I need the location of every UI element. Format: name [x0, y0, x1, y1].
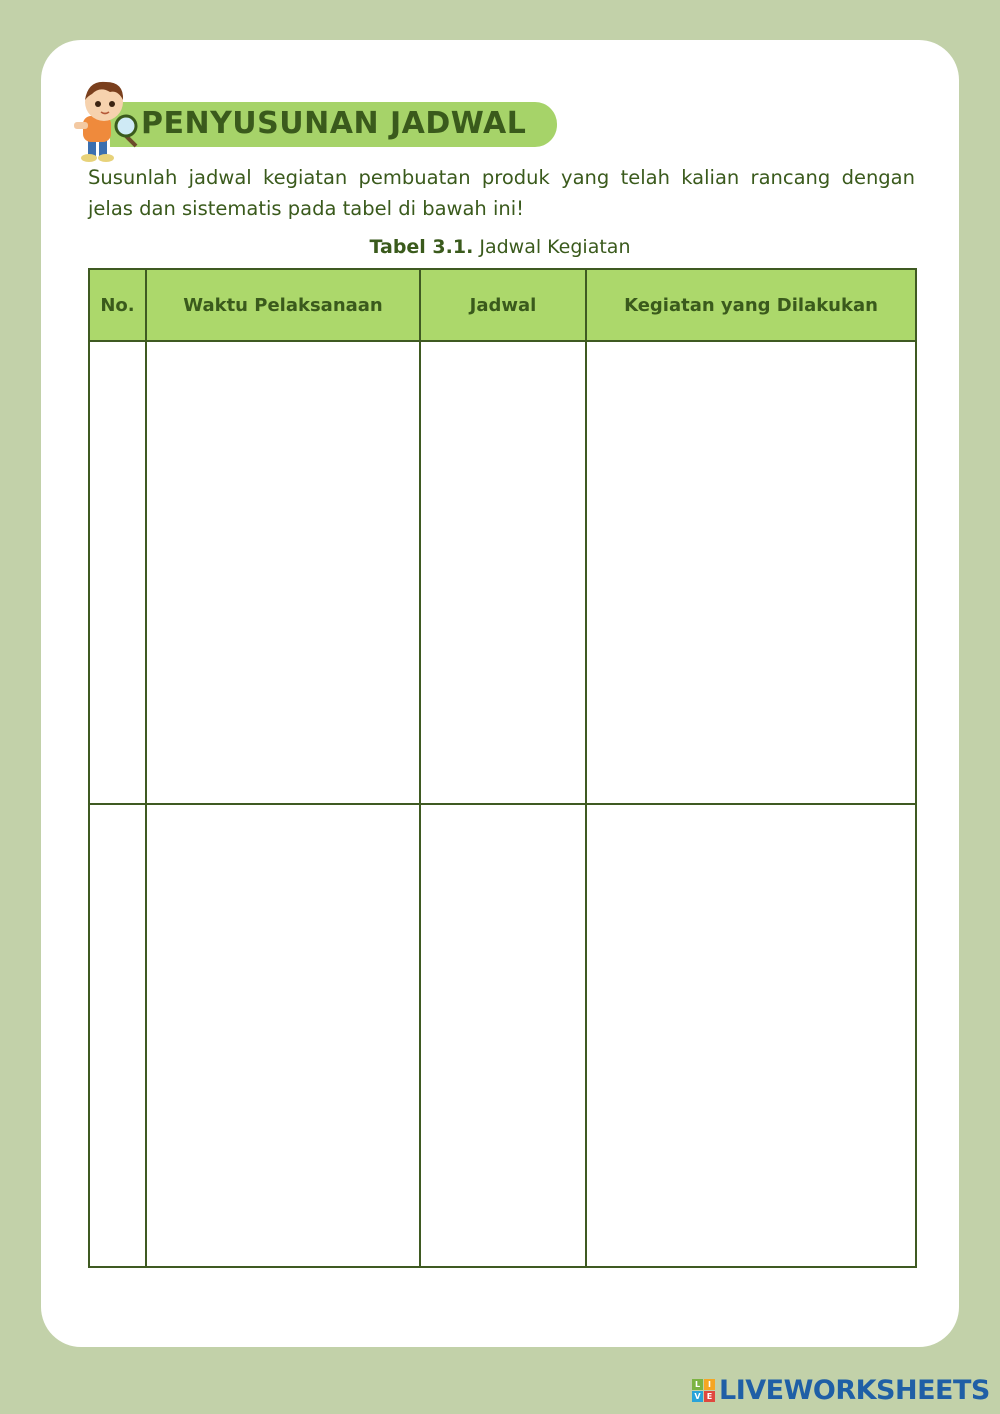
- table-row: [89, 341, 916, 804]
- column-header-no: No.: [89, 269, 146, 341]
- cell-no[interactable]: [89, 804, 146, 1267]
- cell-waktu[interactable]: [146, 804, 420, 1267]
- liveworksheets-logo: [692, 1374, 990, 1406]
- column-header-jadwal: Jadwal: [420, 269, 586, 341]
- column-header-waktu: Waktu Pelaksanaan: [146, 269, 420, 341]
- cell-no[interactable]: [89, 341, 146, 804]
- cell-waktu[interactable]: [146, 341, 420, 804]
- instruction-text: Susunlah jadwal kegiatan pembuatan produk yang telah kalian rancang dengan jelas dan sistematis pada tabel di bawah ini!: [88, 166, 915, 220]
- cell-jadwal[interactable]: [420, 341, 586, 804]
- cell-kegiatan[interactable]: [586, 341, 916, 804]
- caption-label: Tabel 3.1.: [369, 236, 474, 258]
- schedule-table: [88, 268, 917, 1268]
- brand-letter: I: [704, 1379, 715, 1390]
- table-header-row: [89, 269, 916, 341]
- cell-kegiatan[interactable]: [586, 804, 916, 1267]
- table-row: [89, 804, 916, 1267]
- caption-text: Jadwal Kegiatan: [479, 236, 631, 258]
- boy-with-magnifier-icon: [66, 78, 146, 164]
- page-title: PENYUSUNAN JADWAL: [141, 106, 527, 141]
- cell-jadwal[interactable]: [420, 804, 586, 1267]
- brand-letter: V: [692, 1391, 703, 1402]
- brand-grid-icon: [692, 1379, 715, 1402]
- table-caption: [0, 233, 1000, 261]
- brand-letter: E: [704, 1391, 715, 1402]
- column-header-kegiatan: Kegiatan yang Dilakukan: [586, 269, 916, 341]
- brand-letter: L: [692, 1379, 703, 1390]
- brand-name: LIVEWORKSHEETS: [719, 1374, 990, 1406]
